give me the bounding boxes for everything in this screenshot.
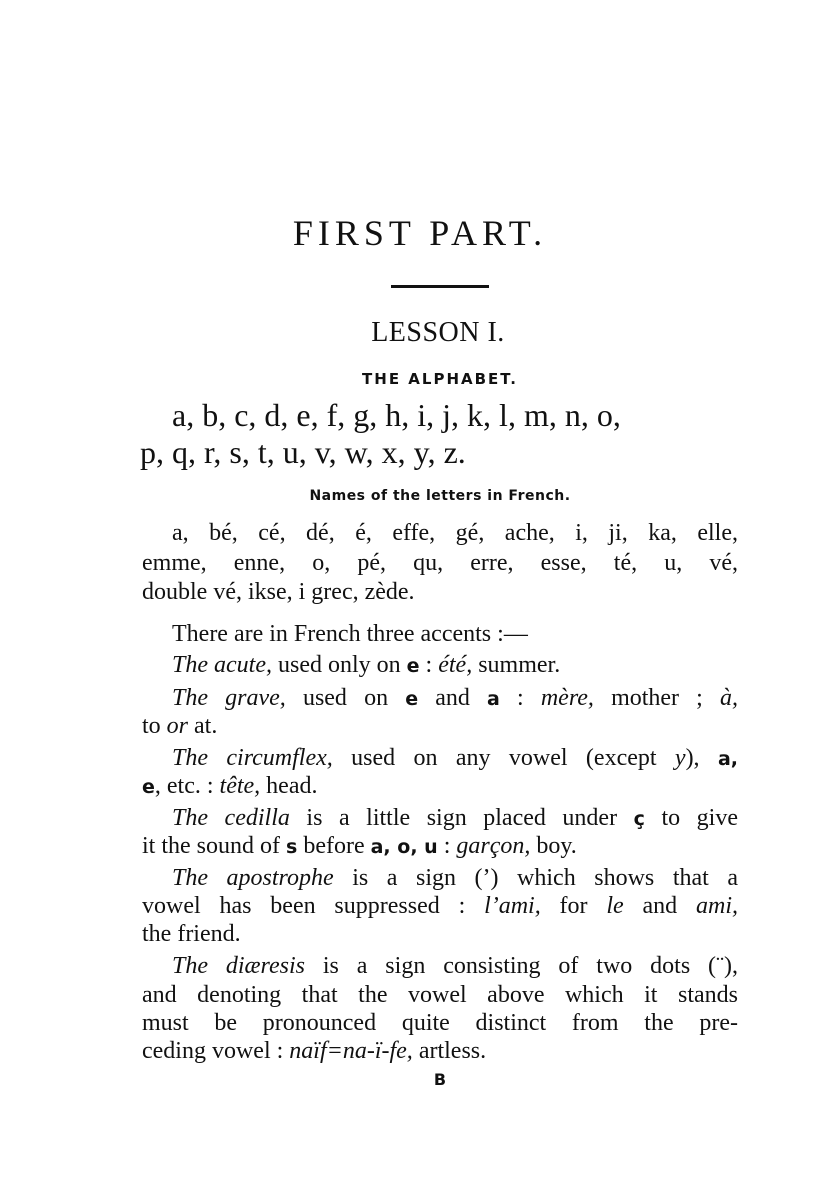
apostrophe-line2-text: vowel has been suppressed : <box>142 893 485 919</box>
grave-example-2: à, <box>720 685 738 711</box>
acute-term: The acute, <box>172 652 272 678</box>
diaeresis-paragraph-line-1 <box>172 952 738 980</box>
acute-letter: e <box>406 655 420 677</box>
apostrophe-paragraph-line-2 <box>142 892 738 920</box>
acute-text-3: summer. <box>472 652 561 678</box>
section-heading: THE ALPHABET. <box>362 370 518 388</box>
signature-mark: B <box>433 1070 447 1089</box>
cedilla-line2-text-3: : <box>437 833 457 859</box>
cedilla-line2-text-1: it the sound of <box>142 833 286 859</box>
grave-paragraph-line-2 <box>142 712 738 740</box>
diaeresis-paragraph-line-4 <box>142 1037 738 1065</box>
page-title: FIRST PART. <box>292 213 548 253</box>
cedilla-text-1: is a little sign placed under <box>289 805 634 831</box>
circumflex-text-2: ), <box>685 745 718 771</box>
diaeresis-line4-end: artless. <box>412 1038 487 1064</box>
alphabet-line-2: p, q, r, s, t, u, v, w, x, y, z. <box>140 434 466 470</box>
grave-paragraph-line-1 <box>172 684 738 713</box>
apostrophe-paragraph-line-1 <box>172 864 738 892</box>
diaeresis-paragraph-line-2: and denoting that the vowel above which it stands <box>142 982 738 1008</box>
apostrophe-example: l’ami, <box>484 893 541 919</box>
grave-letter-1: e <box>405 688 419 710</box>
grave-line2-end: at. <box>188 713 218 739</box>
circumflex-paragraph-line-2 <box>142 772 738 801</box>
accents-intro: There are in French three accents :— <box>172 621 528 647</box>
diaeresis-text-1: is a sign consisting of two dots (¨), <box>305 953 739 979</box>
grave-letter-2: a <box>487 688 500 710</box>
diaeresis-paragraph-line-3: must be pronounced quite distinct from the pre- <box>142 1010 738 1036</box>
grave-text-1: used on <box>285 685 406 711</box>
circumflex-y: y <box>674 745 686 771</box>
names-line-2: emme, enne, o, pé, qu, erre, esse, té, u, vé, <box>142 550 738 576</box>
cedilla-term: The cedilla <box>172 805 290 831</box>
cedilla-text-2: to give <box>644 805 738 831</box>
cedilla-paragraph-line-2 <box>142 832 738 861</box>
cedilla-line2-text-2: before <box>297 833 371 859</box>
names-heading: Names of the letters in French. <box>309 488 571 504</box>
diaeresis-example: naïf=na-ï-fe, <box>289 1038 413 1064</box>
grave-text-4: mother ; <box>593 685 720 711</box>
lesson-title: LESSON I. <box>371 317 505 348</box>
cedilla-letter: ç <box>633 808 645 830</box>
apostrophe-text-1: is a sign (’) which shows that a <box>333 865 739 891</box>
cedilla-example: garçon, <box>456 833 531 859</box>
grave-line2-text: to <box>142 713 167 739</box>
grave-text-3: : <box>499 685 541 711</box>
apostrophe-line2-and: and <box>623 893 697 919</box>
circumflex-line2-text: , etc. : <box>154 773 220 799</box>
diaeresis-line4-text: ceding vowel : <box>142 1038 290 1064</box>
diaeresis-term: The diæresis <box>172 953 306 979</box>
grave-line2-or: or <box>166 713 189 739</box>
circumflex-letter-a: a, <box>717 748 738 770</box>
grave-text-2: and <box>418 685 488 711</box>
alphabet-line-1: a, b, c, d, e, f, g, h, i, j, k, l, m, n, o, <box>172 397 621 433</box>
title-rule <box>391 285 489 288</box>
acute-paragraph <box>172 651 738 680</box>
apostrophe-term: The apostrophe <box>172 865 334 891</box>
names-line-1: a, bé, cé, dé, é, effe, gé, ache, i, ji, ka, elle, <box>172 520 738 546</box>
circumflex-line2-end: head. <box>260 773 318 799</box>
acute-example: été, <box>438 652 473 678</box>
circumflex-paragraph-line-1 <box>172 744 738 773</box>
acute-text-1: used only on <box>271 652 407 678</box>
circumflex-example: tête, <box>219 773 261 799</box>
cedilla-letter-s: s <box>286 836 298 858</box>
circumflex-line2-letter: e <box>142 776 155 798</box>
cedilla-letters: a, o, u <box>370 836 438 858</box>
cedilla-paragraph-line-1 <box>172 804 738 833</box>
circumflex-text-1: used on any vowel (except <box>332 745 675 771</box>
apostrophe-ami: ami, <box>696 893 739 919</box>
acute-text-2: : <box>419 652 439 678</box>
apostrophe-paragraph-line-3: the friend. <box>142 921 241 947</box>
apostrophe-le: le <box>606 893 624 919</box>
apostrophe-line2-for: for <box>540 893 607 919</box>
grave-example: mère, <box>540 685 594 711</box>
names-line-3: double vé, ikse, i grec, zède. <box>142 579 415 605</box>
circumflex-term: The circumflex, <box>172 745 333 771</box>
grave-term: The grave, <box>172 685 286 711</box>
cedilla-line2-end: boy. <box>530 833 577 859</box>
